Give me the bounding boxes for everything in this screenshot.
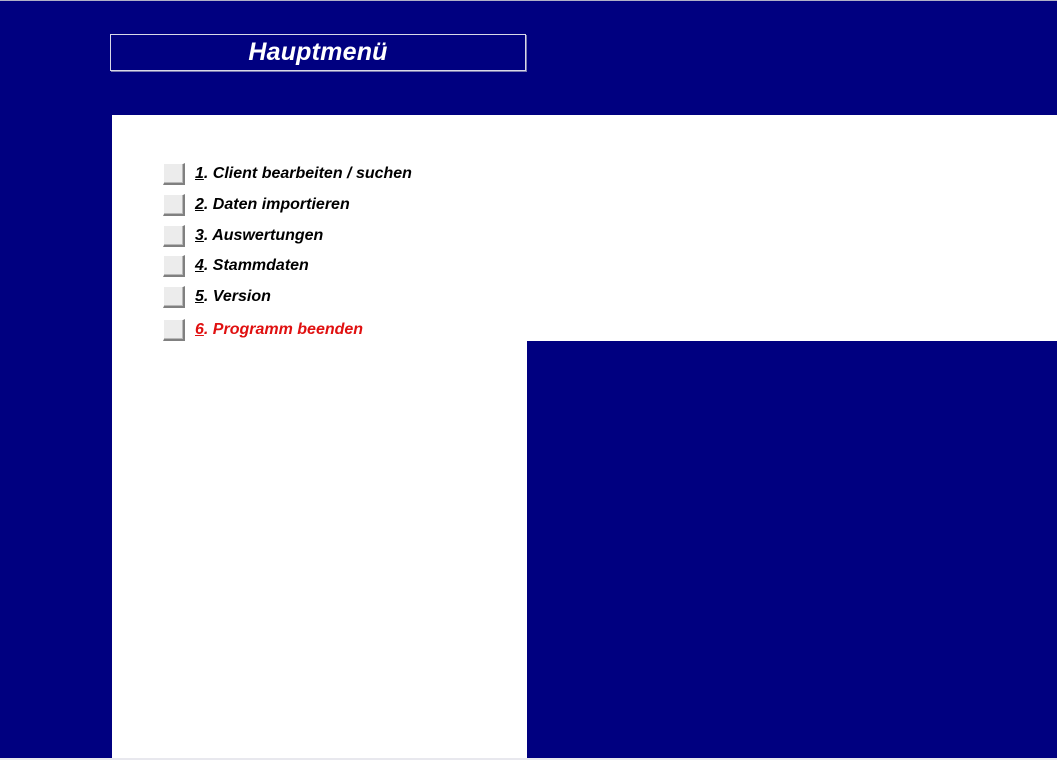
menu-number: 6 xyxy=(195,321,204,338)
menu-label-client[interactable] xyxy=(195,165,412,183)
menu-item-version[interactable] xyxy=(163,285,271,309)
menu-label-version[interactable] xyxy=(195,288,271,306)
menu-text: . Stammdaten xyxy=(203,257,309,274)
menu-text: . Version xyxy=(203,288,271,305)
version-button[interactable] xyxy=(163,286,185,308)
menu-number: 5 xyxy=(195,288,204,305)
menu-item-exit[interactable] xyxy=(163,318,363,342)
menu-label-import[interactable] xyxy=(195,196,350,214)
title-frame xyxy=(110,34,526,71)
client-button[interactable] xyxy=(163,163,185,185)
menu-label-exit[interactable] xyxy=(195,321,363,339)
menu-number: 1 xyxy=(195,165,204,182)
menu-label-master-data[interactable] xyxy=(195,257,309,275)
menu-text: . Auswertungen xyxy=(203,227,324,244)
menu-item-import[interactable] xyxy=(163,193,350,217)
menu-number: 2 xyxy=(195,196,204,213)
menu-text: . Client bearbeiten / suchen xyxy=(203,165,412,182)
page-title: Hauptmenü xyxy=(248,38,388,66)
menu-panel-lower xyxy=(112,341,527,758)
reports-button[interactable] xyxy=(163,225,185,247)
menu-item-master-data[interactable] xyxy=(163,254,309,278)
menu-item-client[interactable] xyxy=(163,162,412,186)
menu-item-reports[interactable] xyxy=(163,224,323,248)
exit-button[interactable] xyxy=(163,319,185,341)
menu-text: . Daten importieren xyxy=(203,196,350,213)
menu-text: . Programm beenden xyxy=(203,321,364,338)
master-data-button[interactable] xyxy=(163,255,185,277)
menu-label-reports[interactable] xyxy=(195,227,323,245)
import-button[interactable] xyxy=(163,194,185,216)
menu-number: 4 xyxy=(195,257,204,274)
menu-number: 3 xyxy=(195,227,204,244)
